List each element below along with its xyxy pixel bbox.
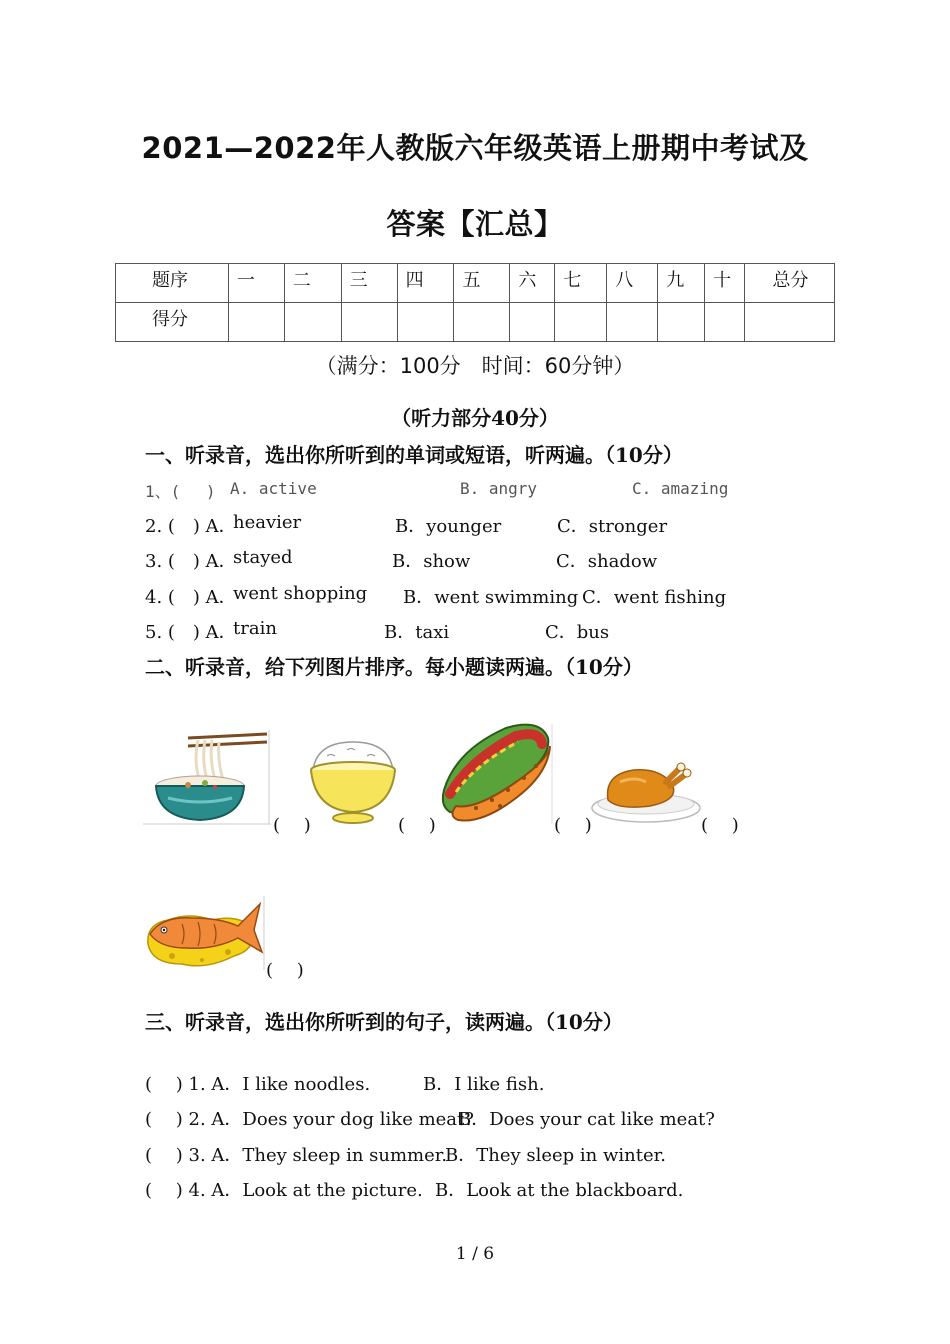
q5-option-a: train — [233, 618, 277, 639]
q2-option-c: C．stronger — [557, 516, 668, 537]
score-cell[interactable] — [705, 303, 745, 342]
picture2-blank[interactable]: ( ) — [398, 815, 436, 836]
score-cell[interactable] — [454, 303, 510, 342]
score-table-header-row — [116, 264, 835, 303]
q4-option-c: C．went fishing — [582, 587, 727, 608]
score-cell[interactable] — [555, 303, 607, 342]
score-header-cell: 题序 — [116, 264, 229, 303]
score-cell[interactable] — [397, 303, 454, 342]
score-header-cell: 二 — [284, 264, 341, 303]
score-table — [115, 263, 835, 342]
picture3-blank[interactable]: ( ) — [554, 815, 592, 836]
q3-number: 3. ( ) A． — [145, 551, 237, 572]
picture1-blank[interactable]: ( ) — [273, 815, 311, 836]
score-header-cell: 四 — [397, 264, 454, 303]
q2-option-b: B．younger — [395, 516, 502, 537]
noodles-picture — [143, 728, 271, 826]
q1-option-a: A. active — [230, 479, 317, 498]
score-header-cell: 一 — [228, 264, 284, 303]
q5-option-c: C．bus — [545, 622, 610, 643]
score-header-cell: 总分 — [745, 264, 835, 303]
s3-q3-option-a: ( ) 3. A．They sleep in summer. — [145, 1145, 448, 1166]
score-header-cell: 六 — [510, 264, 555, 303]
score-header-cell: 九 — [658, 264, 705, 303]
score-header-cell: 十 — [705, 264, 745, 303]
rice-picture — [307, 738, 399, 826]
score-cell[interactable] — [284, 303, 341, 342]
page-title-line1: 2021—2022年人教版六年级英语上册期中考试及 — [141, 131, 809, 165]
q1-option-b: B. angry — [460, 479, 538, 498]
s3-q4-option-a: ( ) 4. A．Look at the picture. — [145, 1180, 423, 1201]
score-header-cell: 三 — [341, 264, 397, 303]
score-table-score-row — [116, 303, 835, 342]
q4-option-a: went shopping — [233, 583, 368, 604]
page-number: 1 / 6 — [455, 1244, 495, 1264]
page-title-line2: 答案【汇总】 — [386, 207, 564, 241]
q5-number: 5. ( ) A． — [145, 622, 237, 643]
fish-picture — [142, 894, 266, 972]
section2-heading: 二、听录音，给下列图片排序。每小题读两遍。（10分） — [145, 655, 643, 679]
q2-number: 2. ( ) A． — [145, 516, 237, 537]
score-cell[interactable] — [510, 303, 555, 342]
s3-q1-option-b: B．I like fish. — [423, 1074, 545, 1095]
q3-option-a: stayed — [233, 547, 293, 568]
score-cell[interactable] — [228, 303, 284, 342]
score-header-cell: 七 — [555, 264, 607, 303]
score-cell[interactable] — [658, 303, 705, 342]
picture4-blank[interactable]: ( ) — [701, 815, 739, 836]
chicken-picture — [590, 760, 704, 826]
q3-option-c: C．shadow — [556, 551, 658, 572]
score-header-cell: 八 — [607, 264, 658, 303]
section1-heading: 一、听录音，选出你所听到的单词或短语，听两遍。（10分） — [145, 443, 683, 467]
score-cell[interactable] — [341, 303, 397, 342]
q1-option-c: C. amazing — [632, 479, 729, 498]
listening-note: （听力部分40分） — [391, 406, 559, 430]
q3-option-b: B．show — [392, 551, 471, 572]
picture5-blank[interactable]: ( ) — [266, 960, 304, 981]
q4-number: 4. ( ) A． — [145, 587, 237, 608]
q4-option-b: B．went swimming — [403, 587, 579, 608]
s3-q3-option-b: B．They sleep in winter. — [445, 1145, 666, 1166]
score-row-label: 得分 — [116, 303, 229, 342]
s3-q4-option-b: B．Look at the blackboard. — [435, 1180, 684, 1201]
s3-q1-option-a: ( ) 1. A．I like noodles. — [145, 1074, 371, 1095]
section3-heading: 三、听录音，选出你所听到的句子，读两遍。（10分） — [145, 1010, 623, 1034]
q1-number: 1、( ) — [145, 482, 216, 501]
hot-dog-picture — [436, 720, 554, 826]
exam-meta: （满分：100分 时间：60分钟） — [315, 354, 635, 378]
s3-q2-option-a: ( ) 2. A．Does your dog like meat? — [145, 1109, 474, 1130]
q5-option-b: B．taxi — [384, 622, 450, 643]
q2-option-a: heavier — [233, 512, 302, 533]
score-header-cell: 五 — [454, 264, 510, 303]
score-cell[interactable] — [607, 303, 658, 342]
score-cell[interactable] — [745, 303, 835, 342]
s3-q2-option-b: B．Does your cat like meat? — [458, 1109, 715, 1130]
